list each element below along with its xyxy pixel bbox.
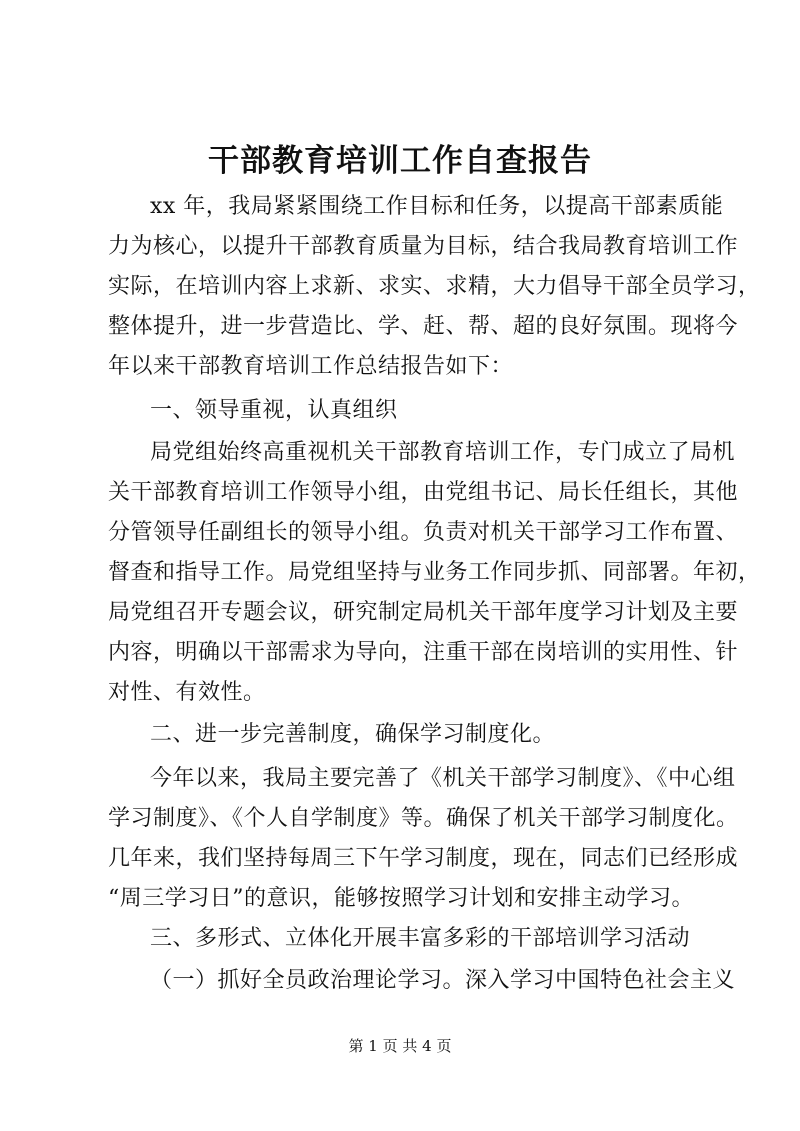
section-heading: 三、多形式、立体化开展丰富多彩的干部培训学习活动 xyxy=(150,926,691,951)
paragraph-line: 关干部教育培训工作领导小组，由党组书记、局长任组长，其他 xyxy=(108,480,739,505)
paragraph-line: 局党组召开专题会议，研究制定局机关干部年度学习计划及主要 xyxy=(108,600,739,625)
section-heading: 一、领导重视，认真组织 xyxy=(150,398,398,423)
paragraph-line: 学习制度》、《个人自学制度》等。确保了机关干部学习制度化。 xyxy=(108,806,739,831)
section-heading: 二、进一步完善制度，确保学习制度化。 xyxy=(150,722,556,747)
paragraph-line: 分管领导任副组长的领导小组。负责对机关干部学习工作布置、 xyxy=(108,520,739,545)
paragraph-line: xx 年，我局紧紧围绕工作目标和任务，以提高干部素质能 xyxy=(150,194,724,219)
paragraph-line: （一）抓好全员政治理论学习。深入学习中国特色社会主义 xyxy=(150,968,736,993)
paragraph-line: 实际，在培训内容上求新、求实、求精，大力倡导干部全员学习， xyxy=(108,274,761,299)
paragraph-line: 力为核心，以提升干部教育质量为目标，结合我局教育培训工作 xyxy=(108,234,739,259)
page-number-footer: 第 1 页 共 4 页 xyxy=(348,1037,452,1055)
paragraph-line: 整体提升，进一步营造比、学、赶、帮、超的良好氛围。现将今 xyxy=(108,314,739,339)
document-title: 干部教育培训工作自查报告 xyxy=(208,143,592,179)
paragraph-line: 局党组始终高重视机关干部教育培训工作，专门成立了局机 xyxy=(150,440,736,465)
paragraph-line: 几年来，我们坚持每周三下午学习制度，现在，同志们已经形成 xyxy=(108,846,739,871)
paragraph-line: 督查和指导工作。局党组坚持与业务工作同步抓、同部署。年初， xyxy=(108,560,761,585)
paragraph-line: 内容，明确以干部需求为导向，注重干部在岗培训的实用性、针 xyxy=(108,640,739,665)
paragraph-line: 今年以来，我局主要完善了《机关干部学习制度》、《中心组 xyxy=(150,766,736,791)
paragraph-line: “周三学习日”的意识，能够按照学习计划和安排主动学习。 xyxy=(108,886,694,911)
paragraph-line: 年以来干部教育培训工作总结报告如下： xyxy=(108,354,514,379)
paragraph-line: 对性、有效性。 xyxy=(108,680,266,705)
